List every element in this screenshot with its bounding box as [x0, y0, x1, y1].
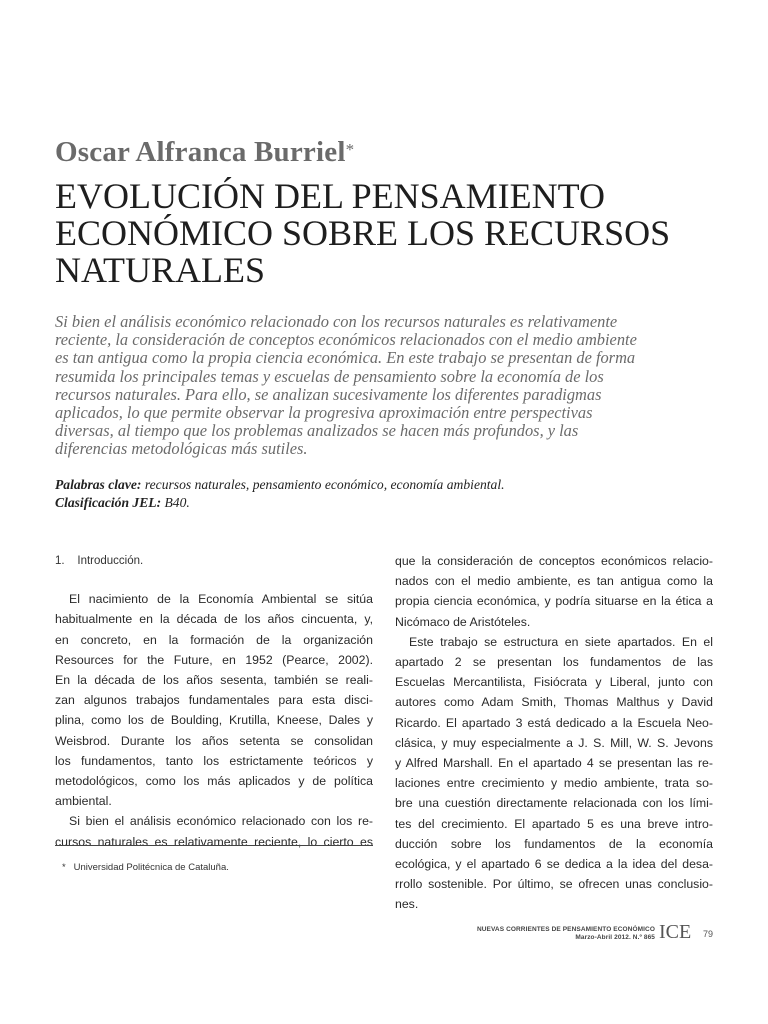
body-text-line: nes.: [395, 897, 419, 912]
author-footnote-mark: *: [345, 140, 355, 159]
body-text-line: y Alfred Marshall. En el apartado 4 se presentan las re-: [395, 756, 713, 771]
body-text-line: ambiental.: [55, 794, 112, 809]
page-number: 79: [703, 929, 714, 939]
body-text-line: plina, como los de Boulding, Krutilla, Kneese, Dales y: [55, 713, 373, 728]
body-text-line: Nicómaco de Aristóteles.: [395, 614, 531, 629]
body-text-line: habitualmente en la década de los años cincuenta, y,: [55, 612, 373, 627]
abstract-line: aplicados, lo que permite observar la progresiva aproximación entre perspectivas: [55, 403, 593, 423]
abstract-line: recursos naturales. Para ello, se analizan sucesivamente los diferentes paradigmas: [55, 384, 602, 404]
body-text-line: los fundamentos, tanto los estrictamente teóricos y: [55, 753, 373, 768]
title-line: ECONÓMICO SOBRE LOS RECURSOS: [55, 213, 671, 253]
keywords-text: recursos naturales, pensamiento económico, economía ambiental.: [141, 477, 505, 492]
abstract-line: diferencias metodológicas más sutiles.: [55, 439, 308, 459]
article-title: [55, 178, 735, 289]
body-text-line: En la década de los años sesenta, también se reali-: [55, 673, 373, 688]
body-text-line: en concreto, en la formación de la organización: [55, 632, 373, 647]
author-name-text: Oscar Alfranca Burriel: [55, 136, 346, 168]
body-text-line: propia ciencia económica, y podría situarse en la ética a: [395, 594, 713, 609]
body-text-line: ducción sobre los fundamentos de la economía: [395, 836, 713, 851]
abstract-line: reciente, la consideración de conceptos económicos relacionados con el medio ambiente: [55, 330, 637, 350]
left-column: [55, 551, 373, 852]
left-column-body: [55, 589, 373, 852]
keywords-line: [55, 476, 715, 494]
keywords-label: Palabras clave:: [55, 477, 142, 492]
footnote-rule: [55, 845, 373, 846]
keywords-block: [55, 476, 715, 512]
body-text-line: ecológica, y el apartado 6 se dedica a la idea del desa-: [395, 857, 713, 872]
right-column-body: [395, 551, 713, 915]
body-text-line: Este trabajo se estructura en siete apartados. En el: [409, 634, 713, 649]
body-text-line: Escuelas Mercantilista, Fisiócrata y Liberal, junto con: [395, 675, 713, 690]
author-name: [55, 136, 354, 169]
section-heading: 1. Introducción.: [55, 555, 144, 567]
abstract-line: resumida los principales temas y escuelas de pensamiento sobre la economía de los: [55, 366, 604, 386]
journal-issue: Marzo-Abril 2012. N.º 865: [575, 934, 655, 941]
body-text-line: Weisbrod. Durante los años setenta se consolidan: [55, 733, 373, 748]
jel-line: [55, 494, 715, 512]
title-line: EVOLUCIÓN DEL PENSAMIENTO: [55, 176, 605, 216]
abstract-line: es tan antigua como la propia ciencia económica. En este trabajo se presentan de forma: [55, 348, 636, 368]
jel-text: B40.: [161, 495, 190, 510]
title-line: NATURALES: [55, 250, 266, 290]
body-text-line: Si bien el análisis económico relacionado con los re-: [69, 814, 373, 829]
body-text-line: nados con el medio ambiente, es tan antigua como la: [395, 574, 713, 589]
body-text-line: laciones entre crecimiento y medio ambiente, trata so-: [395, 776, 713, 791]
journal-name: NUEVAS CORRIENTES DE PENSAMIENTO ECONÓMICO: [476, 926, 655, 933]
body-text-line: apartado 2 se presentan los fundamentos de las: [395, 655, 713, 670]
body-text-line: cursos naturales es relativamente reciente, lo cierto es: [55, 834, 373, 849]
abstract: [55, 313, 715, 459]
ice-logo: ICE: [659, 921, 692, 943]
body-text-line: autores como Adam Smith, Thomas Malthus y David: [395, 695, 713, 710]
right-column: [395, 551, 713, 915]
abstract-line: diversas, al tiempo que los problemas analizados se hacen más profundos, y las: [55, 421, 579, 441]
body-text-line: clásica, y muy especialmente a J. S. Mill, W. S. Jevons: [395, 735, 713, 750]
abstract-line: Si bien el análisis económico relacionado con los recursos naturales es relativamente: [55, 312, 618, 331]
journal-footer: [450, 926, 655, 942]
body-text-line: metodológicos, como los más aplicados y de política: [55, 774, 373, 789]
body-text-line: Ricardo. El apartado 3 está dedicado a la Escuela Neo-: [395, 715, 713, 730]
body-text-line: tes del crecimiento. El apartado 5 es una breve intro-: [395, 816, 713, 831]
body-text-line: El nacimiento de la Economía Ambiental se sitúa: [69, 592, 373, 607]
body-text-line: Resources for the Future, en 1952 (Pearce, 2002).: [55, 652, 373, 667]
body-text-line: zan algunos trabajos fundamentales para esta disci-: [55, 693, 373, 708]
footnote: * Universidad Politécnica de Cataluña.: [62, 862, 229, 873]
body-text-line: que la consideración de conceptos económicos relacio-: [395, 554, 713, 568]
body-text-line: rrollo sostenible. Por último, se ofrecen unas conclusio-: [395, 877, 713, 892]
jel-label: Clasificación JEL:: [55, 495, 162, 510]
body-text-line: bre una cuestión directamente relacionada con los lími-: [395, 796, 713, 811]
